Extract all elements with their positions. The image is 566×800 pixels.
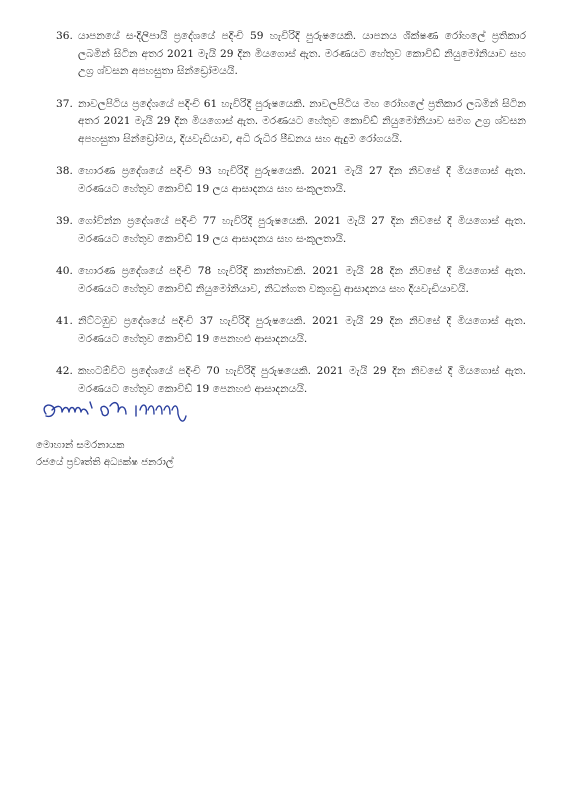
list-item [56, 96, 526, 149]
list-item [56, 213, 526, 248]
signatory-block [36, 437, 174, 471]
entry-text: නාවලපිටිය ප්‍රදේශයේ පදිංචි 61 හැවිරිදි පුරුෂයෙකි. නාවලපිටිය මහ රෝහලේ ප්‍රතිකාර ලබමින් සිටින අතර 2021 මැයි 29 දින මියගොස් ඇත. මරණයට හේතුව කොවිඩ් නියුමෝනියාව සමග උග්‍ර ශ්වසන අපහසුතා සින්ඩ්‍රෝමය, දියවැඩියාව, අධි රුධිර පීඩනය සහ ඇදුම රෝගයයි. [78, 97, 526, 145]
list-item [56, 263, 526, 298]
entry-number: 42. [56, 365, 73, 377]
entry-text: යාපනයේ සංදිලිපායි ප්‍රදේශයේ පදිංචි 59 හැවිරිදි පුරුෂයෙකි. යාපනය ශික්ෂණ රෝහලේ ප්‍රතිකාර ලබමින් සිටින අතර 2021 මැයි 29 දින මියගොස් ඇත. මරණයට හේතුව කොවිඩ් නියුමෝනියාව සහ උග්‍ර ශ්වසන අපහසුතා සින්ඩ්‍රෝමයයි. [78, 30, 526, 77]
entry-number: 38. [56, 165, 73, 177]
entry-text: කහටඕවිට ප්‍රදේශයේ පදිංචි 70 හැවිරිදි පුරුෂයෙකි. 2021 මැයි 29 දින නිවසේ දී මියගොස් ඇත. මරණයට හේතුව කොවිඩ් 19 පෙනහළු ආසාදනයයි. [78, 365, 526, 395]
signatory-name: මොහාන් සමරනායක [36, 440, 125, 451]
death-report-list [56, 28, 526, 413]
entry-number: 41. [56, 315, 73, 327]
entry-number: 36. [56, 30, 73, 42]
handwritten-signature [36, 396, 216, 430]
entry-number: 37. [56, 97, 73, 110]
entry-number: 39. [56, 215, 73, 227]
entry-text: හොරණ ප්‍රදේශයේ පදිංචි 78 හැවිරිදි කාන්තාවකි. 2021 මැයි 28 දින නිවසේ දී මියගොස් ඇත. මරණයට හේතුව කොවිඩ් නියුමෝනියාව, නිධන්ගත වකුගඩු ආසාදනය සහ දියවැඩියාවයි. [78, 265, 526, 295]
entry-text: හොරණ ප්‍රදේශයේ පදිංචි 93 හැවිරිදි පුරුෂයෙකි. 2021 මැයි 27 දින නිවසේ දී මියගොස් ඇත. මරණයට හේතුව කොවිඩ් 19 ලය ආසාදනය සහ සංකූලතායි. [78, 165, 526, 195]
list-item [56, 163, 526, 198]
signature-stroke [101, 403, 126, 416]
signature-stroke [136, 405, 186, 421]
list-item [56, 363, 526, 398]
entry-text: ගෝවින්න ප්‍රදේශයේ පදිංචි 77 හැවිරිදි පුරුෂයෙකි. 2021 මැයි 27 දින නිවසේ දී මියගොස් ඇත. මරණයට හේතුව කොවිඩ් 19 ලය ආසාදනය සහ සංකූලතායි. [78, 215, 526, 245]
list-item [56, 28, 526, 81]
list-item [56, 313, 526, 348]
signature-stroke [44, 402, 92, 416]
signatory-title: රජයේ ප්‍රවෘත්ති අධ්‍යක්ෂ ජනරාල් [36, 457, 174, 468]
entry-text: නිට්ටඹුව ප්‍රදේශයේ පදිංචි 37 හැවිරිදි පුරුෂයෙකි. 2021 මැයි 29 දින නිවසේ දී මියගොස් ඇත. මරණයට හේතුව කොවිඩ් 19 පෙනහළු ආසාදනයයි. [78, 315, 526, 345]
entry-number: 40. [56, 265, 73, 277]
